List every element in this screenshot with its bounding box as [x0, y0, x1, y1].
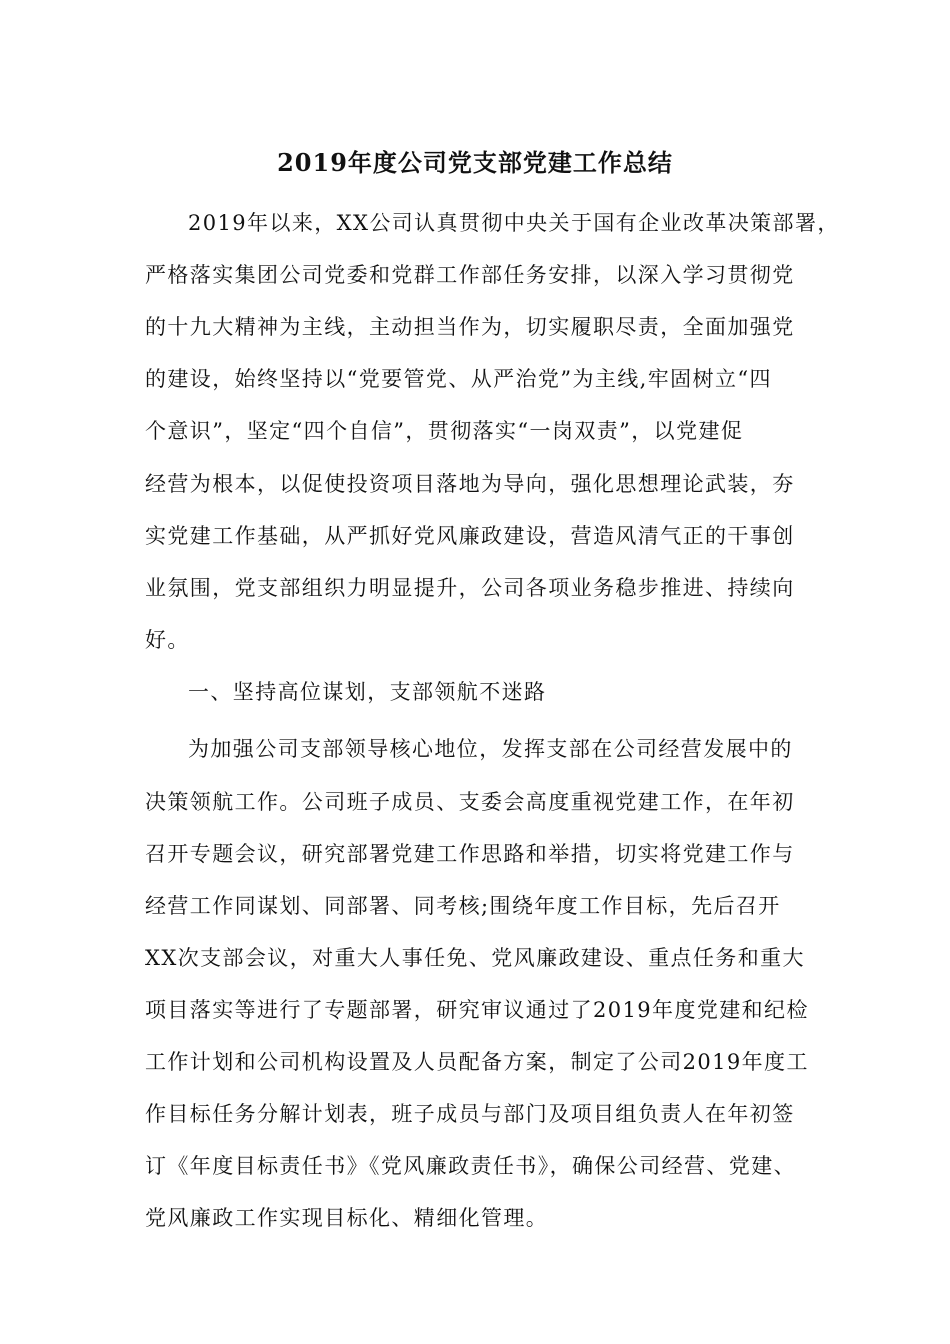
text-line: 业氛围，党支部组织力明显提升，公司各项业务稳步推进、持续向: [145, 576, 795, 600]
text-line: 经营为根本，以促使投资项目落地为导向，强化思想理论武装，夯: [145, 472, 795, 496]
text-line: 作目标任务分解计划表，班子成员与部门及项目组负责人在年初签: [145, 1102, 795, 1126]
text-line: 好。: [145, 628, 190, 652]
text-line: XX次支部会议，对重大人事任免、党风廉政建设、重点任务和重大: [145, 946, 805, 970]
text-line: 为加强公司支部领导核心地位，发挥支部在公司经营发展中的: [188, 737, 793, 761]
text-line: 实党建工作基础，从严抓好党风廉政建设，营造风清气正的干事创: [145, 524, 795, 548]
text-line: 个意识”，坚定“四个自信”，贯彻落实“一岗双责”，以党建促: [145, 419, 744, 443]
text-line: 项目落实等进行了专题部署，研究审议通过了2019年度党建和纪检: [145, 998, 809, 1022]
text-line: 党风廉政工作实现目标化、精细化管理。: [145, 1206, 549, 1230]
text-line: 召开专题会议，研究部署党建工作思路和举措，切实将党建工作与: [145, 842, 795, 866]
text-line: 工作计划和公司机构设置及人员配备方案，制定了公司2019年度工: [145, 1050, 809, 1074]
text-line: 决策领航工作。公司班子成员、支委会高度重视党建工作，在年初: [145, 790, 795, 814]
document-title: 2019年度公司党支部党建工作总结: [277, 148, 673, 177]
section-heading: 一、坚持高位谋划，支部领航不迷路: [188, 680, 547, 704]
text-line: 2019年以来，XX公司认真贯彻中央关于国有企业改革决策部署，: [188, 211, 840, 235]
text-line: 订《年度目标责任书》《党风廉政责任书》，确保公司经营、党建、: [145, 1154, 796, 1178]
text-line: 的十九大精神为主线，主动担当作为，切实履职尽责，全面加强党: [145, 315, 795, 339]
text-line: 的建设，始终坚持以“党要管党、从严治党”为主线,牢固树立“四: [145, 367, 772, 391]
text-line: 严格落实集团公司党委和党群工作部任务安排，以深入学习贯彻党: [145, 263, 795, 287]
text-line: 经营工作同谋划、同部署、同考核;围绕年度工作目标，先后召开: [145, 894, 781, 918]
